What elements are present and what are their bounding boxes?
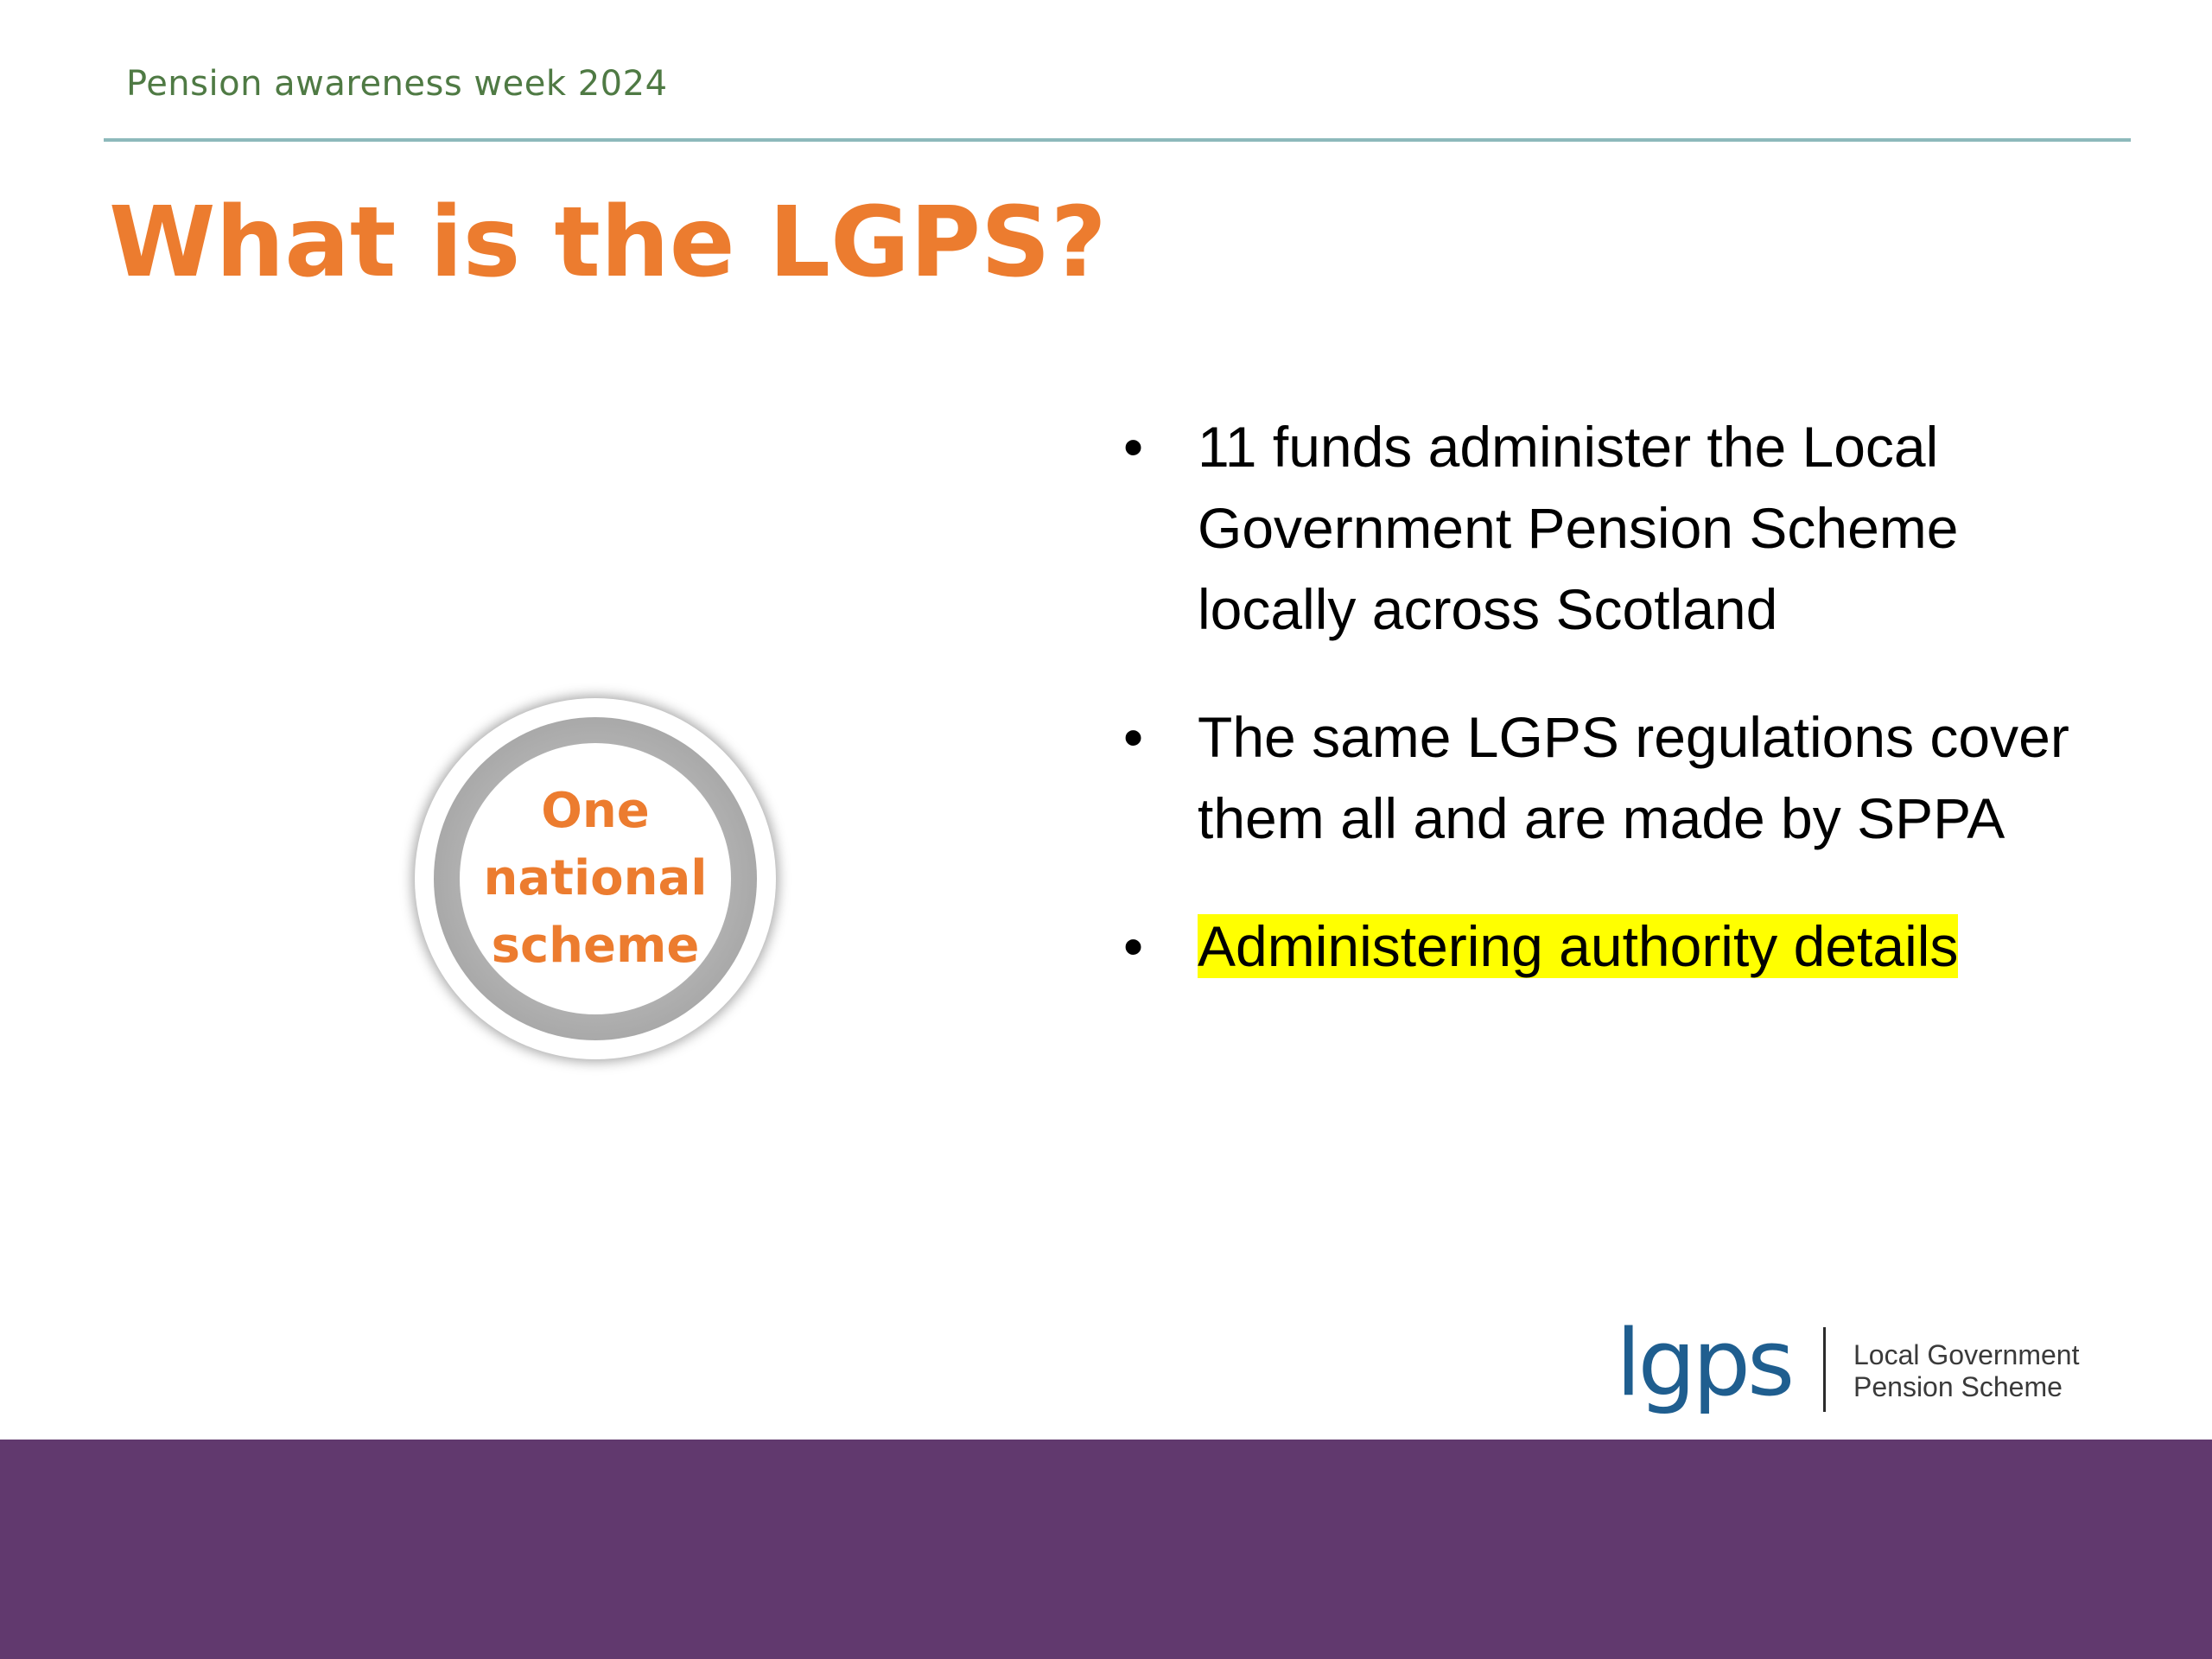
logo-subtitle-line-1: Local Government (1853, 1339, 2080, 1370)
bullet-item (1123, 696, 2091, 859)
logo-divider (1823, 1327, 1826, 1412)
badge-center (460, 743, 731, 1014)
lgps-wordmark: lgps (1616, 1310, 1792, 1416)
logo-subtitle-line-2: Pension Scheme (1853, 1371, 2063, 1402)
bullet-text-highlighted: Administering authority details (1198, 914, 1959, 978)
bullet-dot: • (1123, 415, 1144, 479)
bullet-dot: • (1123, 705, 1144, 769)
badge-text-line-3: scheme (491, 918, 700, 974)
bullet-text: 11 funds administer the Local Government Pension Scheme locally across Scotland (1198, 415, 1959, 641)
bullet-list (1123, 406, 2091, 1033)
badge-text-line-2: national (483, 850, 708, 906)
slide-title: What is the LGPS? (109, 187, 1107, 299)
bullet-text: The same LGPS regulations cover them all and are made by SPPA (1198, 705, 2069, 850)
badge-text-line-1: One (541, 783, 650, 839)
bullet-dot: • (1123, 914, 1144, 978)
bullet-item (1123, 406, 2091, 650)
header-divider (104, 138, 2131, 142)
lgps-logo (1616, 1310, 2100, 1426)
badge-text (484, 778, 708, 980)
bullet-item (1123, 906, 2091, 987)
header-label: Pension awareness week 2024 (126, 64, 668, 104)
one-national-scheme-badge (415, 698, 776, 1059)
logo-subtitle (1853, 1339, 2079, 1403)
footer-band (0, 1440, 2212, 1659)
